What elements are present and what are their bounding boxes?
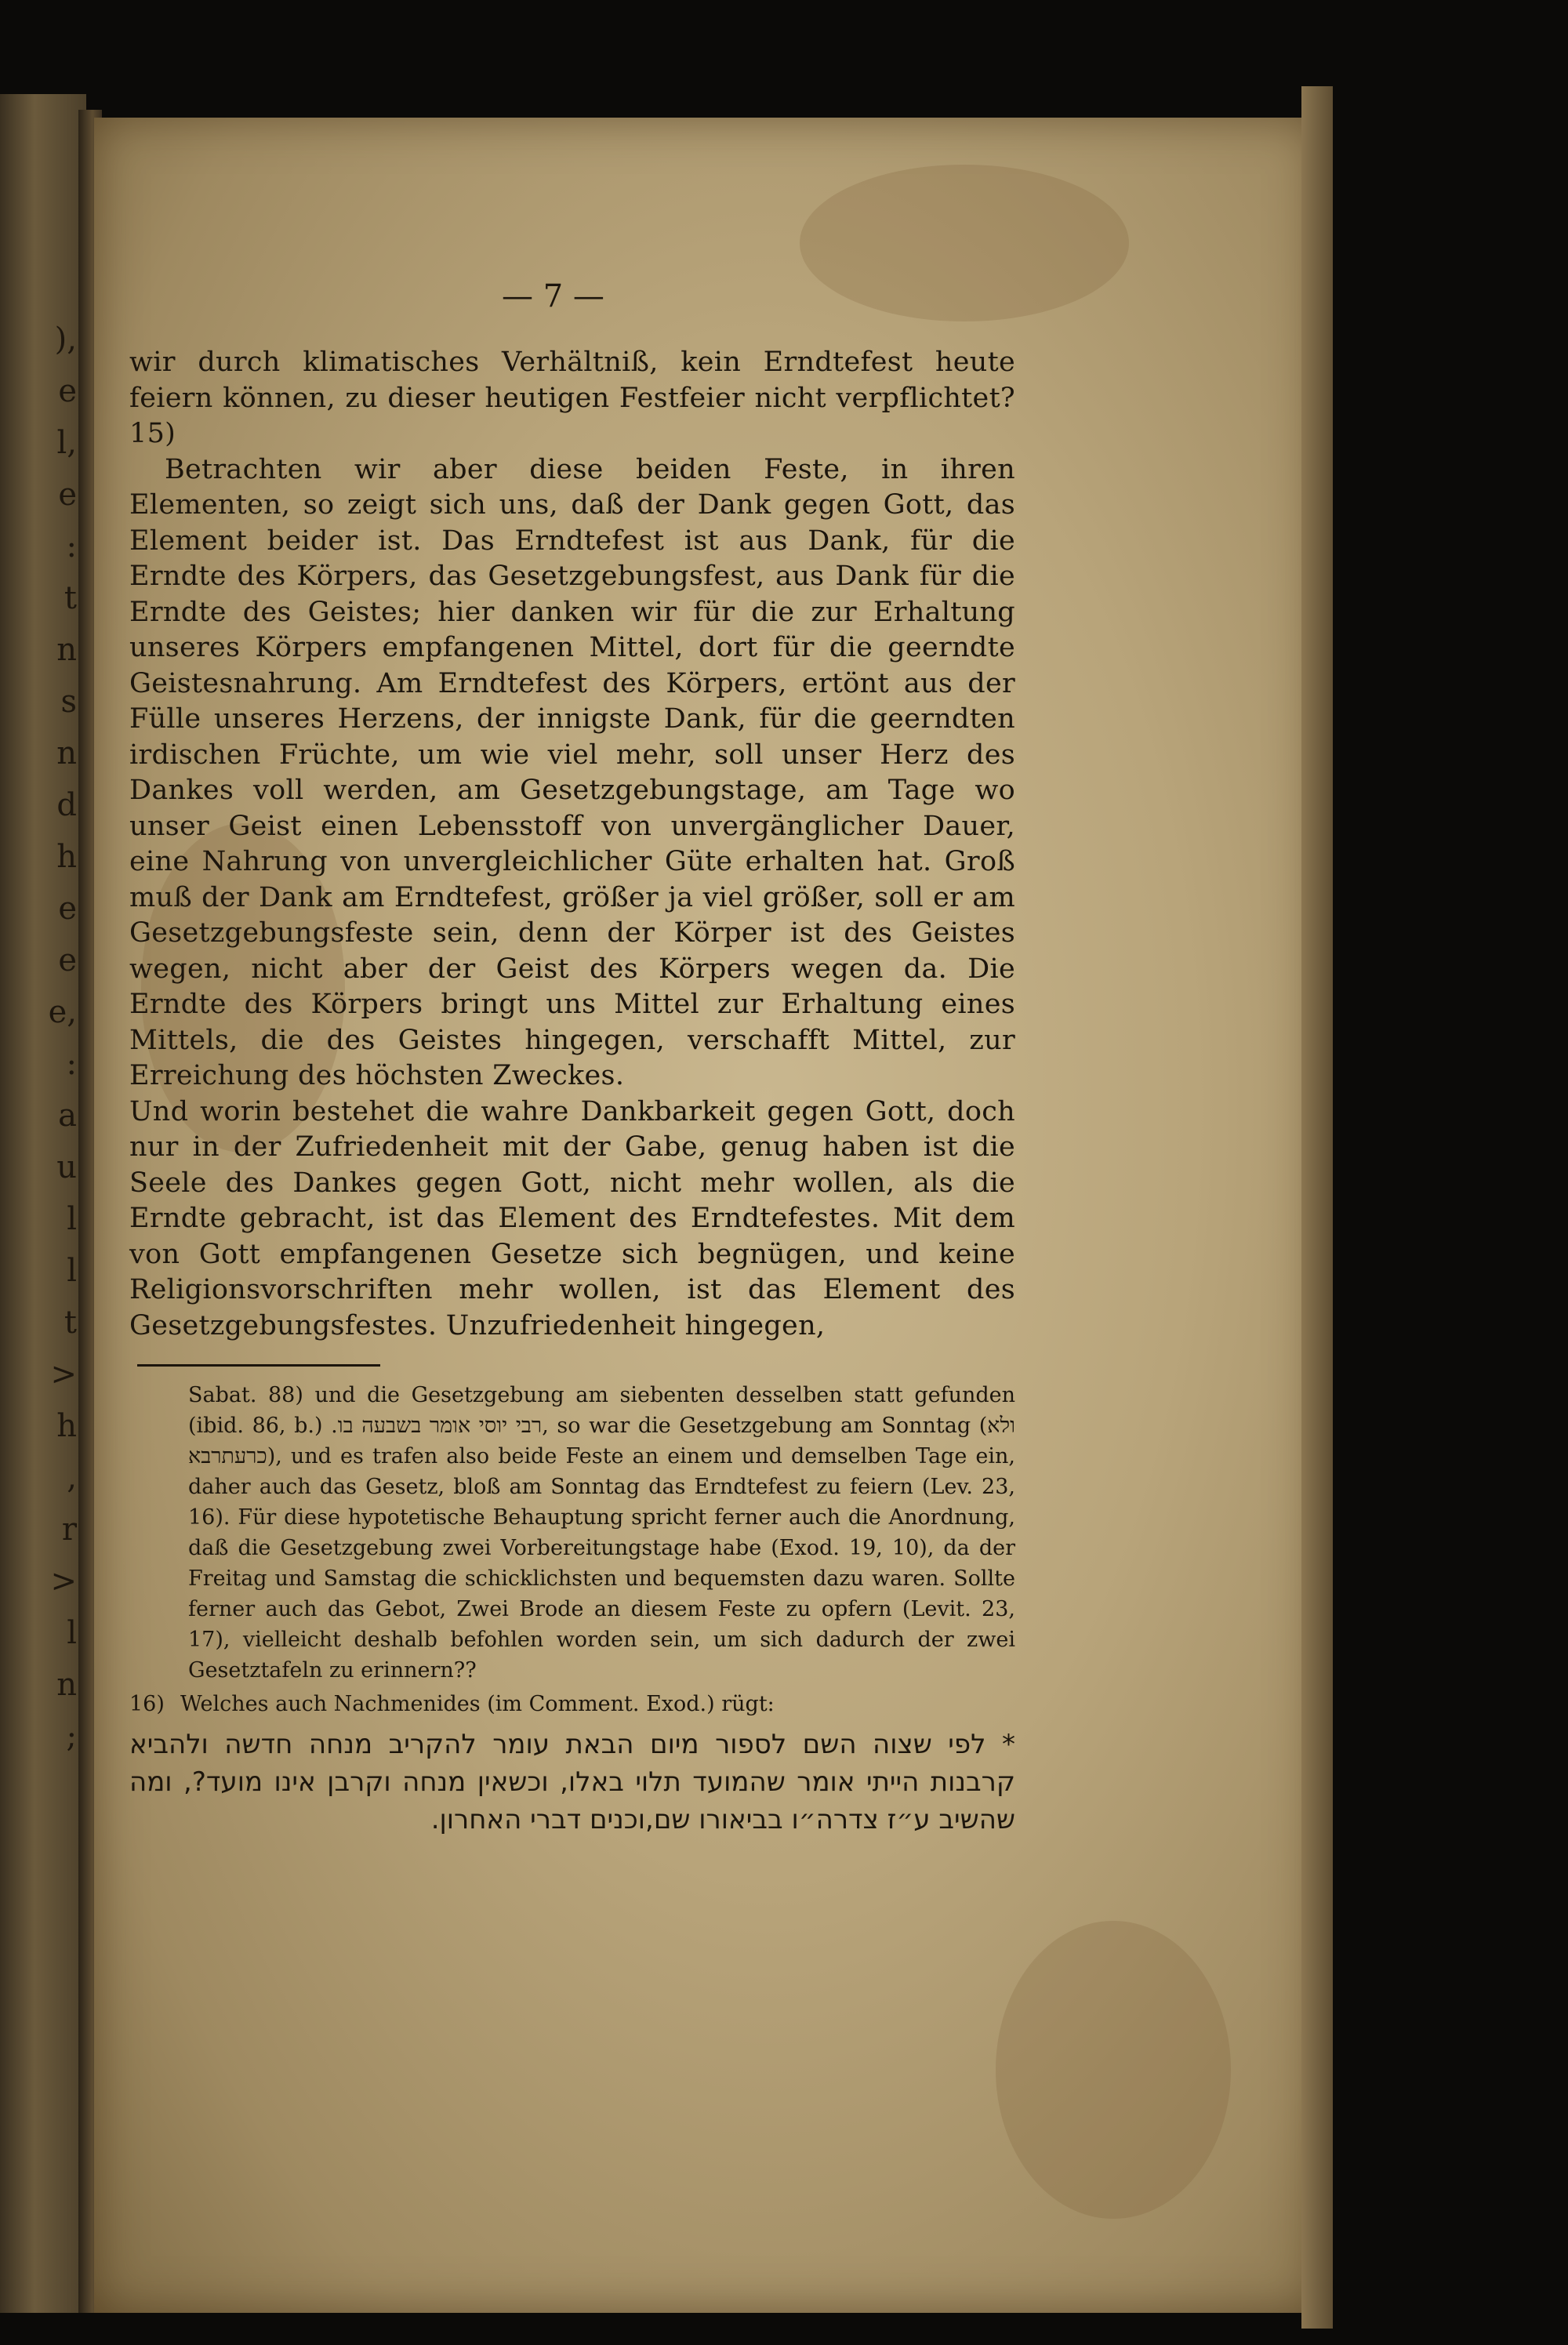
main-text [129, 345, 1015, 1344]
left-margin-fragment: h [56, 839, 77, 875]
left-margin-fragments [0, 94, 78, 2313]
left-margin-fragment: l [67, 1201, 77, 1237]
footnotes [129, 1380, 1015, 1839]
left-margin-fragment: l [67, 1615, 77, 1651]
left-margin-fragment: n [56, 1667, 77, 1703]
paragraph: Betrachten wir aber diese beiden Feste, in ihren Elementen, so zeigt sich uns, daß der Dank gegen Gott, das Element beider ist. Das Erndtefest ist aus Dank, für die Erndte des Körpers, das Gesetzgebungsfest, aus Dank für die Erndte des Geistes; hier danken wir für die zur Erhaltung unseres Körpers empfangenen Mittel, dort für die geerndte Geistesnahrung. Am Erndtefest des Körpers, ertönt aus der Fülle unseres Herzens, der innigste Dank, für die geerndten irdischen Früchte, um wie viel mehr, soll unser Herz des Dankes voll werden, am Gesetzgebungstage, am Tage wo unser Geist einen Lebensstoff von unvergänglicher Dauer, eine Nahrung von unvergleichlicher Güte erhalten hat. Groß muß der Dank am Erndtefest, größer ja viel größer, soll er am Gesetzgebungsfeste sein, denn der Körper ist des Geistes wegen, nicht aber der Geist des Körpers wegen da. Die Erndte des Körpers bringt uns Mittel zur Erhaltung eines Mittels, die des Geistes hingegen, verschafft Mittel, zur Erreichung des höchsten Zweckes. [129, 453, 1015, 1091]
paragraph: wir durch klimatisches Verhältniß, kein Erndtefest heute feiern können, zu dieser heutigen Festfeier nicht verpflichtet? 15) [129, 347, 1015, 449]
left-margin-fragment: s [60, 684, 77, 720]
left-margin-fragment: ; [66, 1719, 77, 1755]
left-margin-fragment: > [50, 1563, 77, 1599]
footnote-16 [129, 1689, 1015, 1719]
page-number: — 7 — [502, 278, 604, 314]
left-margin-fragment: n [56, 735, 77, 771]
left-margin-fragment: l [67, 1253, 77, 1289]
left-margin-fragment: h [56, 1408, 77, 1444]
left-page-edge [0, 94, 86, 2313]
left-margin-fragment: d [56, 787, 77, 823]
left-margin-fragment: l, [56, 425, 77, 461]
left-margin-fragment: n [56, 632, 77, 668]
footnote-divider [137, 1364, 380, 1367]
left-margin-fragment: t [64, 1305, 77, 1341]
left-margin-fragment: : [66, 1046, 77, 1082]
left-margin-fragment: , [67, 1460, 77, 1496]
page-right-edge [1301, 86, 1333, 2329]
paragraph: Und worin bestehet die wahre Dankbarkeit gegen Gott, doch nur in der Zufriedenheit mit der Gabe, genug haben ist die Seele des Dankes gegen Gott, nicht mehr wollen, als die Erndte gebracht, ist das Element des Erndtefestes. Mit dem von Gott empfangenen Gesetze sich begnügen, und keine Religionsvorschriften mehr wollen, ist das Element des Gesetzgebungsfestes. Unzufriedenheit hingegen, [129, 1095, 1015, 1341]
left-margin-fragment: a [58, 1098, 77, 1134]
left-margin-fragment: e [58, 373, 77, 409]
footnote-number: 16) [129, 1692, 165, 1716]
hebrew-quotation: * לפי שצוה השם לספור מיום הבאת עומר להקריב מנחה חדשה ולהביא קרבנות הייתי אומר שהמועד תלוי באלו, וכשאין מנחה וקרבן אינו מועד?, ומה שהשיב ע״ז צדרה״ו בביאורו שם,וכנים דברי האחרון. [129, 1729, 1015, 1835]
left-margin-fragment: r [61, 1512, 77, 1548]
left-margin-fragment: e, [48, 994, 77, 1030]
left-margin-fragment: e [58, 891, 77, 927]
left-margin-fragment: u [56, 1149, 77, 1185]
left-margin-fragment: > [50, 1356, 77, 1392]
paper-stain [996, 1921, 1231, 2219]
footnote-15-continuation: Sabat. 88) und die Gesetzgebung am siebenten desselben statt gefunden (ibid. 86, b.) .רבי יוסי אומר בשבעה בו, so war die Gesetzgebung am Sonntag (ולא כרעתרבא), und es trafen also beide Feste an einem und demselben Tage ein, daher auch das Gesetz, bloß am Sonntag das Erndtefest zu feiern (Lev. 23, 16). Für diese hypotetische Behauptung spricht ferner auch die Anordnung, daß die Gesetzgebung zwei Vorbereitungstage habe (Exod. 19, 10), da der Freitag und Samstag die schicklichsten und bequemsten dazu waren. Sollte ferner auch das Gebot, Zwei Brode an diesem Feste zu opfern (Levit. 23, 17), vielleicht deshalb befohlen worden sein, um sich dadurch der zwei Gesetztafeln zu erinnern?? [188, 1383, 1015, 1683]
left-margin-fragment: e [58, 942, 77, 978]
left-margin-fragment: e [58, 477, 77, 513]
left-margin-fragment: : [66, 528, 77, 564]
footnote-text: Welches auch Nachmenides (im Comment. Exod.) rügt: [180, 1692, 775, 1716]
left-margin-fragment: ), [54, 321, 77, 358]
left-margin-fragment: t [64, 580, 77, 616]
paper-stain [800, 165, 1129, 321]
